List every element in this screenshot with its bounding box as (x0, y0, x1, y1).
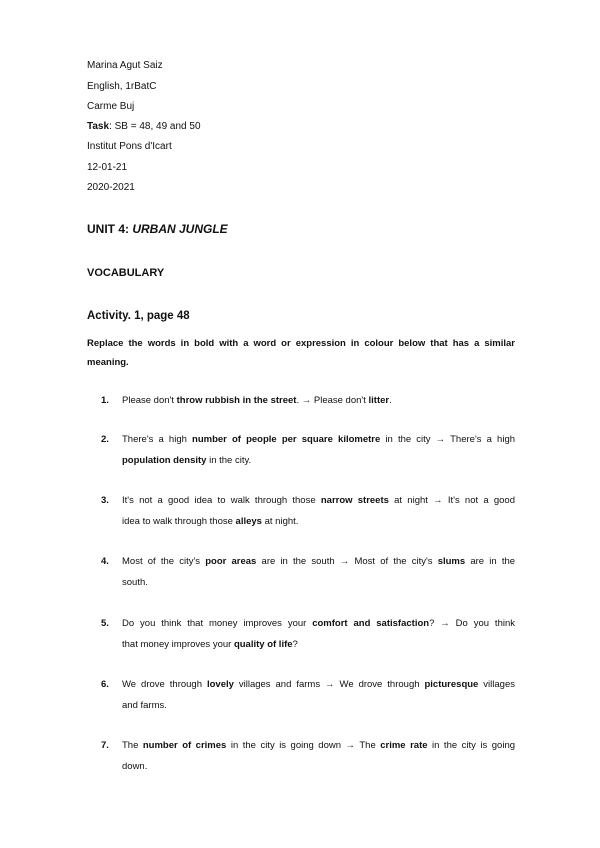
item-line-2: south. (122, 577, 148, 588)
item-line-1 (122, 551, 515, 572)
item-line-1 (122, 674, 515, 695)
item-bold-phrase: throw rubbish in the street (176, 395, 297, 406)
item-line-2: and farms. (122, 700, 167, 711)
item-number: 1. (101, 395, 109, 406)
item-bold-phrase: number of crimes (142, 740, 227, 751)
item-text (122, 735, 515, 777)
item-text (122, 613, 515, 655)
item-text-part: We drove through (122, 679, 207, 690)
list-item (101, 429, 515, 471)
item-text-part: in the city. (206, 455, 252, 466)
list-item (101, 735, 515, 777)
unit-prefix: UNIT 4: (87, 222, 133, 236)
list-item (101, 613, 515, 655)
unit-title: URBAN JUNGLE (132, 222, 228, 236)
section-heading: VOCABULARY (87, 267, 165, 279)
item-number: 4. (101, 556, 109, 567)
item-answer: slums (437, 556, 466, 567)
item-text-part: ? (292, 639, 298, 650)
item-text-part: in the city is going (427, 740, 516, 751)
item-text (122, 551, 515, 593)
item-bold-phrase: comfort and satisfaction (312, 618, 430, 629)
list-item (101, 390, 515, 411)
item-number: 2. (101, 434, 109, 445)
item-line-2: down. (122, 761, 148, 772)
item-text-part: Please don't (122, 395, 177, 406)
item-answer: picturesque (424, 679, 479, 690)
item-text-part: It's not a good idea to walk through those (122, 495, 321, 506)
item-text-part: There's a high (122, 434, 193, 445)
item-text-part: . (389, 395, 392, 406)
activity-instruction (87, 334, 515, 372)
list-item (101, 674, 515, 716)
year-line: 2020-2021 (87, 182, 135, 193)
teacher-line: Carme Buj (87, 101, 135, 112)
item-text-part: ? → Do you think (429, 618, 515, 629)
item-answer: quality of life (233, 639, 293, 650)
item-text-part: villages (478, 679, 515, 690)
item-text-part: in the city is going down → The (226, 740, 381, 751)
task-label: Task (87, 121, 110, 132)
item-answer: population density (122, 455, 207, 466)
item-line-1 (122, 429, 515, 450)
item-text-part: The (122, 740, 143, 751)
item-text-part: . → Please don't (296, 395, 369, 406)
item-number: 5. (101, 618, 109, 629)
author-name: Marina Agut Saiz (87, 60, 163, 71)
item-line-1 (122, 613, 515, 634)
instruction-line-2: meaning. (87, 357, 129, 368)
item-text (122, 490, 515, 532)
item-text-part: Do you think that money improves your (122, 618, 313, 629)
item-text (122, 390, 515, 411)
list-item (101, 490, 515, 532)
item-number: 6. (101, 679, 109, 690)
item-text-part: at night. (261, 516, 299, 527)
item-text-part: in the city → There's a high (380, 434, 516, 445)
item-text (122, 429, 515, 471)
unit-heading (87, 222, 228, 236)
item-text-part: that money improves your (122, 639, 234, 650)
item-text-part: idea to walk through those (122, 516, 236, 527)
item-text-part: are in the (465, 556, 516, 567)
list-item (101, 551, 515, 593)
item-line-2 (122, 634, 515, 655)
item-answer: alleys (235, 516, 262, 527)
item-line-1 (122, 490, 515, 511)
item-bold-phrase: number of people per square kilometre (192, 434, 381, 445)
item-line-1 (122, 735, 515, 756)
task-line (87, 121, 201, 133)
item-answer: litter (368, 395, 390, 406)
item-text-part: at night → It's not a good (388, 495, 515, 506)
item-line-2 (122, 511, 515, 532)
course-line: English, 1rBatC (87, 81, 157, 92)
item-number: 3. (101, 495, 109, 506)
item-text-part: Most of the city's (122, 556, 206, 567)
date-line: 12-01-21 (87, 162, 128, 173)
item-bold-phrase: poor areas (205, 556, 257, 567)
instruction-line-1: Replace the words in bold with a word or expression in colour below that has a similar (87, 338, 515, 349)
task-value: : SB = 48, 49 and 50 (109, 121, 201, 132)
school-line: Institut Pons d'Icart (87, 141, 172, 152)
activity-heading: Activity. 1, page 48 (87, 310, 190, 322)
item-answer: crime rate (380, 740, 428, 751)
item-line-2 (122, 450, 515, 471)
item-text-part: are in the south → Most of the city's (256, 556, 438, 567)
item-number: 7. (101, 740, 109, 751)
item-text (122, 674, 515, 716)
item-bold-phrase: narrow streets (320, 495, 389, 506)
item-bold-phrase: lovely (206, 679, 234, 690)
item-text-part: villages and farms → We drove through (233, 679, 425, 690)
